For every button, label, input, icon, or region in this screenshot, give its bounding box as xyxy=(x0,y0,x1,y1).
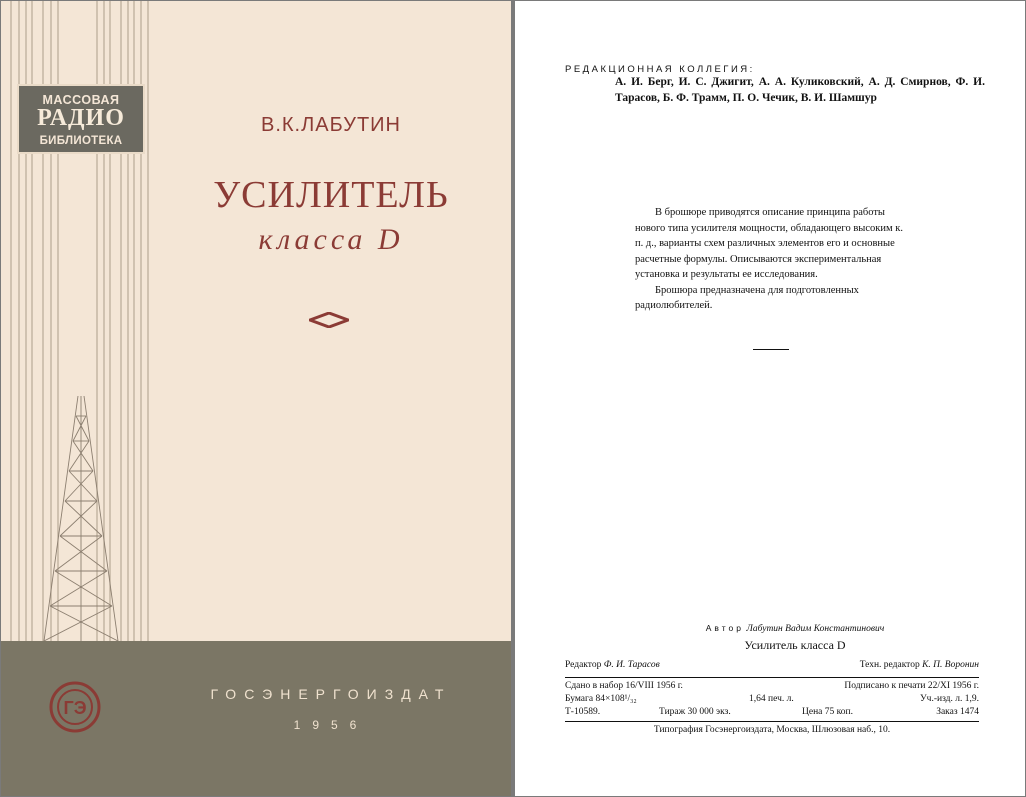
cover-publisher: ГОСЭНЕРГОИЗДАТ xyxy=(210,686,452,702)
editorial-members: А. И. Берг, И. С. Джигит, А. А. Куликовский, А. Д. Смирнов, Ф. И. Тарасов, Б. Ф. Трамм, П. О. Чечик, В. И. Шамшур xyxy=(615,76,985,104)
logo-text: ГЭ xyxy=(63,698,87,718)
editor-name: Ф. И. Тарасов xyxy=(603,660,660,670)
imprint-paper: Бумага 84×108¹/₃₂ xyxy=(565,694,637,704)
tech-editor-label: Техн. редактор xyxy=(859,660,920,670)
abstract-paragraph-1: В брошюре приводятся описание принципа работы нового типа усилителя мощности, обладающего высоким к. п. д., варианты схем различных элементов его и основные расчетные формулы. Описываются экспериментальная установка и результаты ее исследования. xyxy=(635,207,903,280)
imprint-title: Усилитель класса D xyxy=(744,638,846,652)
separator-rule xyxy=(753,349,789,350)
cover-author: В.К.ЛАБУТИН xyxy=(261,114,401,136)
series-badge xyxy=(17,84,145,154)
series-line-3: БИБЛИОТЕКА xyxy=(39,135,123,147)
cover-bottom-band xyxy=(1,641,511,796)
editor-label: Редактор xyxy=(565,660,602,670)
cover-title-line-1: УСИЛИТЕЛЬ xyxy=(213,174,449,216)
imprint-signed: Подписано к печати 22/XI 1956 г. xyxy=(844,681,979,691)
front-cover xyxy=(1,1,511,796)
abstract-paragraph-2: Брошюра предназначена для подготовленных радиолюбителей. xyxy=(635,284,859,311)
imprint-printer: Типография Госэнергоиздата, Москва, Шлюзовая наб., 10. xyxy=(653,725,891,735)
editorial-heading: РЕДАКЦИОННАЯ КОЛЛЕГИЯ: xyxy=(565,64,755,75)
imprint-editor xyxy=(565,660,660,670)
diamond-ornament-icon xyxy=(309,312,349,328)
imprint-run: Тираж 30 000 экз. xyxy=(659,707,731,717)
title-verso-page xyxy=(515,1,1025,796)
imprint-price: Цена 75 коп. xyxy=(802,707,853,717)
imprint-author xyxy=(565,623,1025,634)
radio-tower-icon xyxy=(41,396,121,641)
cover-title-line-2: класса D xyxy=(258,223,404,256)
series-line-2: РАДИО xyxy=(37,105,125,131)
imprint-rule-bottom xyxy=(565,721,979,722)
publisher-logo-icon xyxy=(49,681,101,733)
imprint-rule-top xyxy=(565,677,979,678)
abstract xyxy=(635,205,905,314)
imprint-pub-sheets: Уч.-изд. л. 1,9. xyxy=(919,694,979,704)
imprint-typeset: Сдано в набор 16/VIII 1956 г. xyxy=(565,681,683,691)
imprint-sheets: 1,64 печ. л. xyxy=(749,694,794,704)
imprint-author-label: Автор xyxy=(705,623,745,633)
series-line-1: МАССОВАЯ xyxy=(42,93,120,107)
cover-year: 1956 xyxy=(293,718,369,732)
tech-editor-name: К. П. Воронин xyxy=(922,660,979,670)
imprint-tech-editor xyxy=(860,660,979,670)
imprint-order: Заказ 1474 xyxy=(936,707,979,717)
imprint-author-name: Лабутин Вадим Константинович xyxy=(746,624,885,634)
imprint-code: Т-10589. xyxy=(565,707,601,717)
